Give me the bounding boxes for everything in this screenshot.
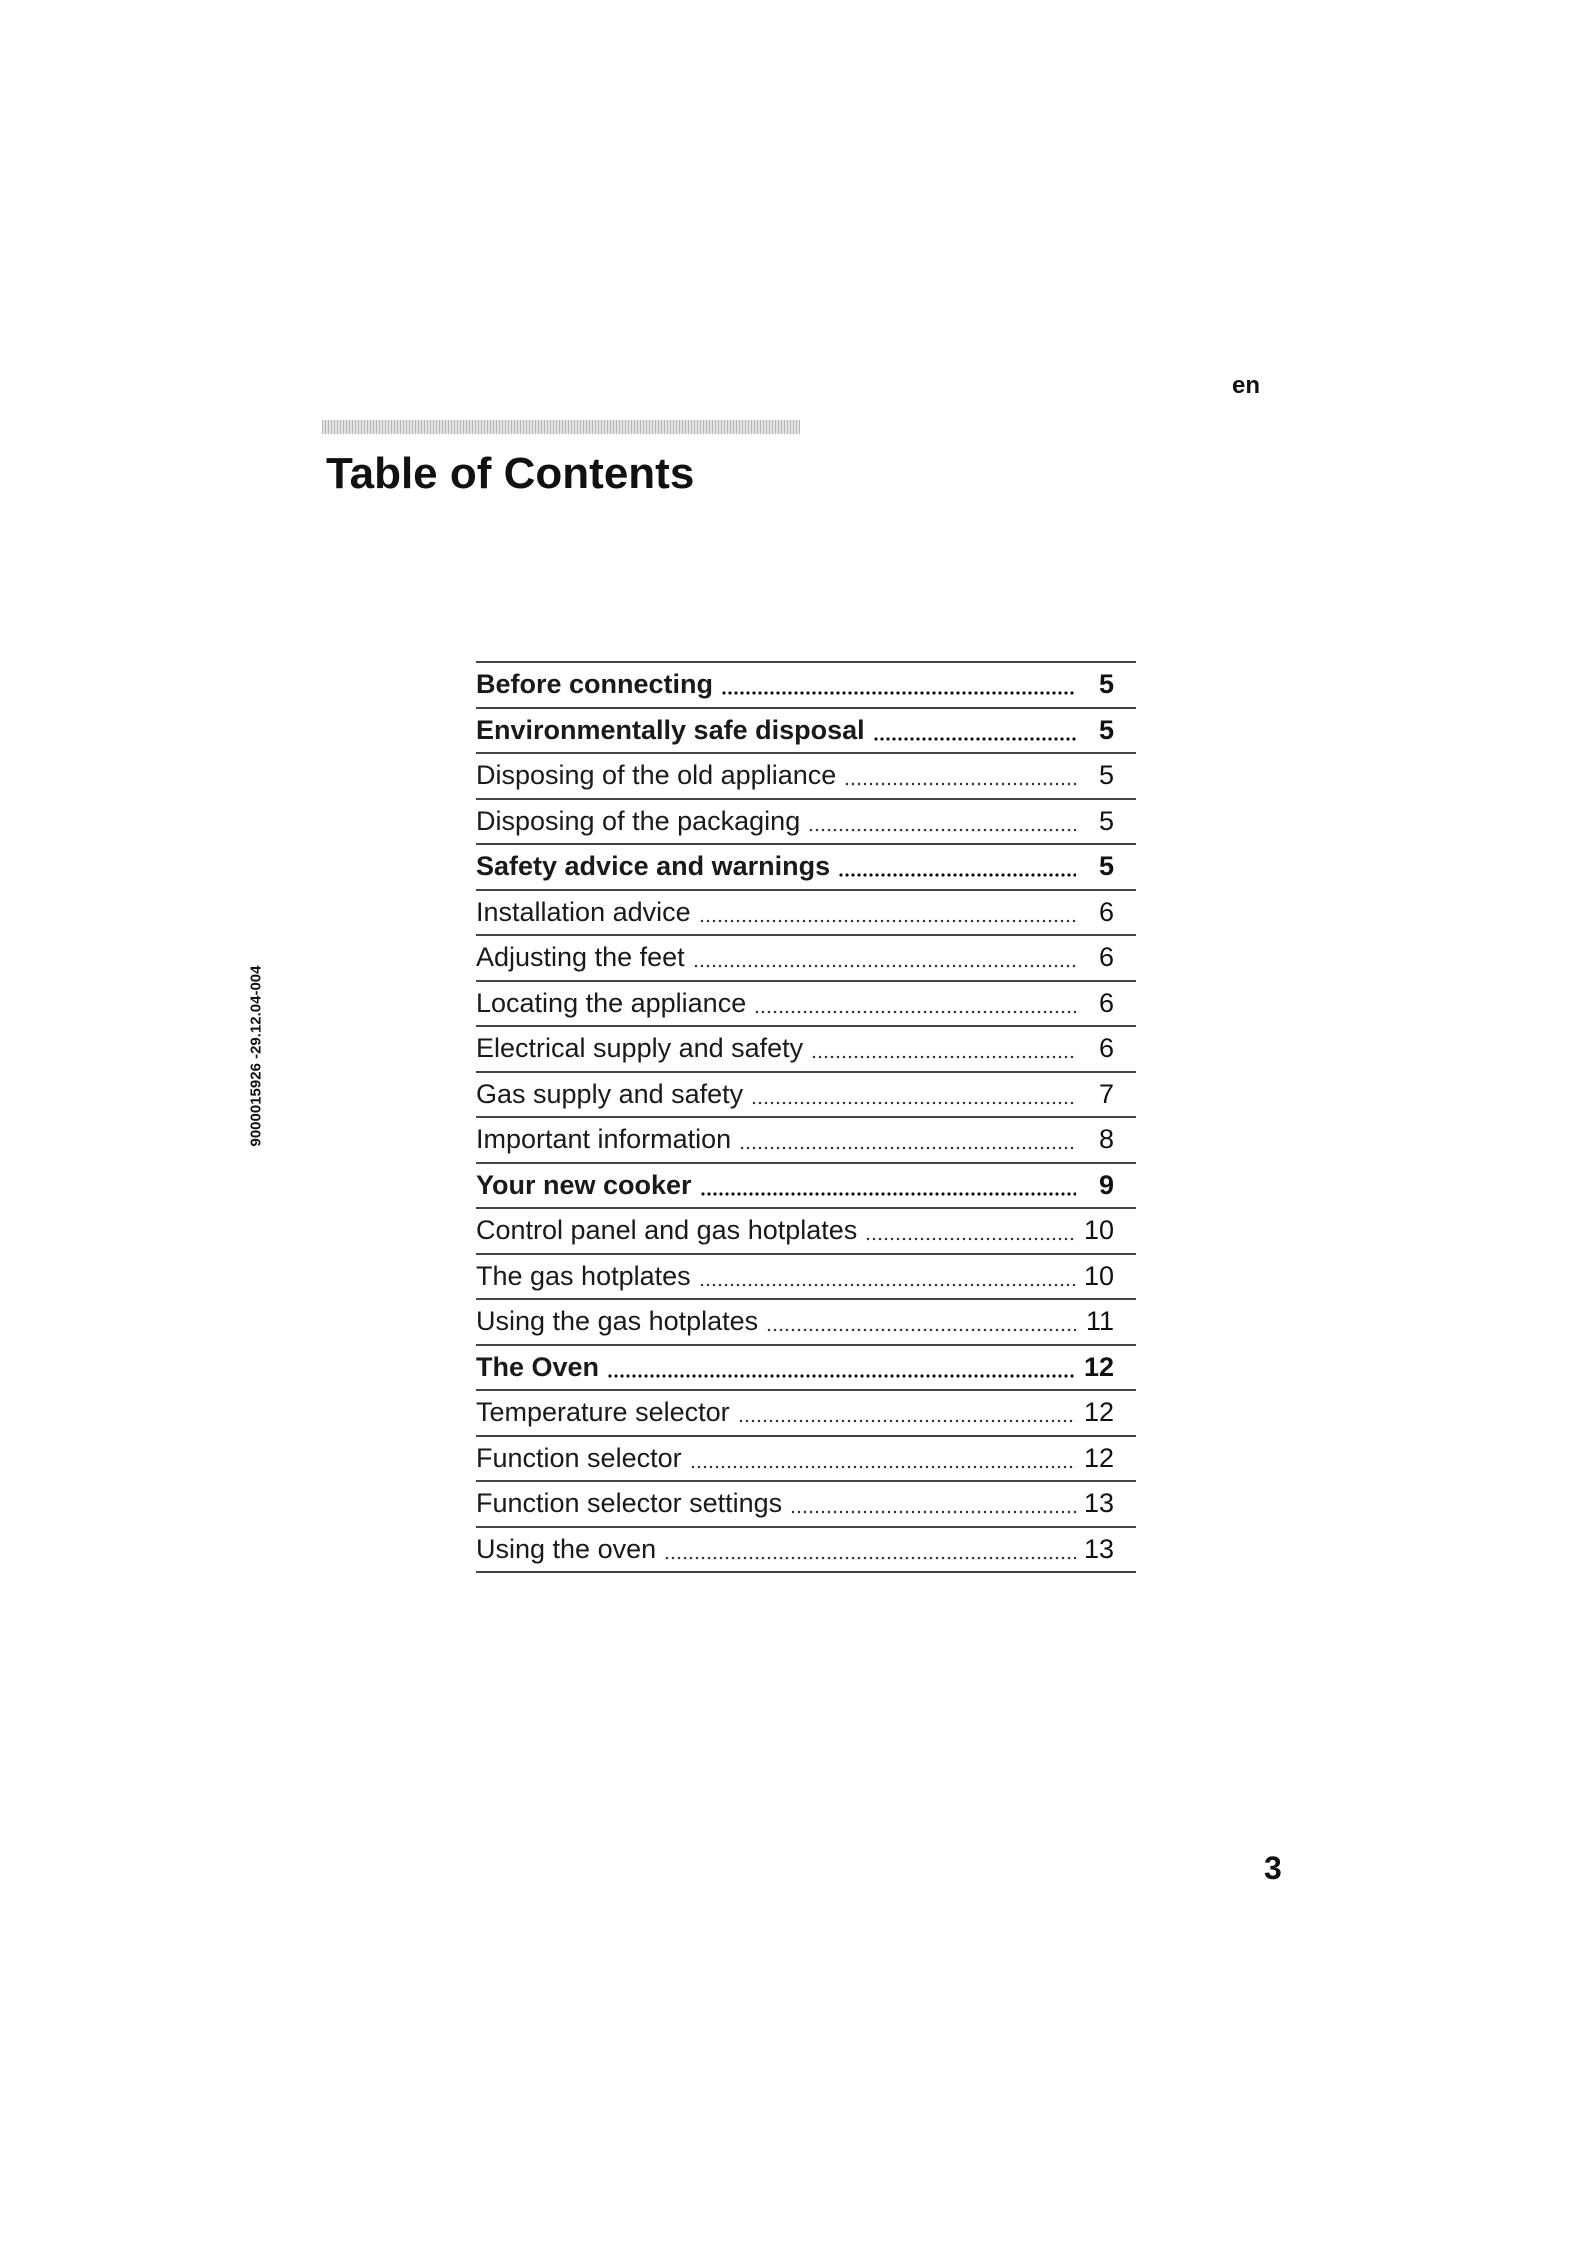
toc-dot-leader bbox=[751, 1081, 1076, 1108]
toc-entry-title: Disposing of the packaging bbox=[476, 805, 801, 836]
toc-entry-page: 9 bbox=[1098, 1169, 1114, 1200]
toc-entry-title: Using the gas hotplates bbox=[476, 1306, 759, 1337]
language-code: en bbox=[1232, 372, 1261, 399]
toc-dot-leader bbox=[838, 853, 1076, 880]
toc-entry[interactable] bbox=[476, 1073, 1136, 1119]
toc-entry-page: 7 bbox=[1098, 1078, 1114, 1109]
toc-entry[interactable] bbox=[476, 1118, 1136, 1164]
toc-entry-title: Temperature selector bbox=[476, 1397, 730, 1428]
table-of-contents bbox=[476, 661, 1136, 1573]
toc-entry-page: 6 bbox=[1098, 896, 1114, 927]
toc-entry-title: Function selector settings bbox=[476, 1488, 783, 1519]
toc-entry-page: 8 bbox=[1098, 1124, 1114, 1155]
toc-entry-page: 5 bbox=[1098, 669, 1114, 700]
toc-dot-leader bbox=[607, 1354, 1076, 1381]
toc-entry-page: 12 bbox=[1084, 1351, 1115, 1382]
toc-entry[interactable] bbox=[476, 1255, 1136, 1301]
toc-dot-leader bbox=[873, 717, 1076, 744]
toc-dot-leader bbox=[690, 1445, 1076, 1472]
toc-entry[interactable] bbox=[476, 1437, 1136, 1483]
toc-entry-title: The Oven bbox=[476, 1351, 600, 1382]
toc-entry-page: 5 bbox=[1098, 851, 1114, 882]
toc-entry[interactable] bbox=[476, 1300, 1136, 1346]
toc-entry-page: 13 bbox=[1084, 1488, 1115, 1519]
toc-entry-page: 6 bbox=[1098, 987, 1114, 1018]
toc-entry-title: Installation advice bbox=[476, 896, 691, 927]
toc-dot-leader bbox=[693, 944, 1076, 971]
page-number: 3 bbox=[1264, 1850, 1282, 1886]
toc-entry[interactable] bbox=[476, 1391, 1136, 1437]
toc-entry-page: 10 bbox=[1084, 1260, 1115, 1291]
header-shaded-bar bbox=[322, 420, 800, 434]
toc-entry-title: Control panel and gas hotplates bbox=[476, 1215, 858, 1246]
toc-entry-title: Disposing of the old appliance bbox=[476, 760, 837, 791]
toc-dot-leader bbox=[811, 1035, 1076, 1062]
toc-entry[interactable] bbox=[476, 1482, 1136, 1528]
toc-entry-title: Important information bbox=[476, 1124, 732, 1155]
toc-entry-title: Adjusting the feet bbox=[476, 942, 685, 973]
toc-entry[interactable] bbox=[476, 754, 1136, 800]
toc-entry-page: 11 bbox=[1085, 1306, 1114, 1337]
toc-entry-title: Locating the appliance bbox=[476, 987, 747, 1018]
toc-entry-page: 5 bbox=[1098, 805, 1114, 836]
toc-entry-page: 5 bbox=[1098, 760, 1114, 791]
toc-dot-leader bbox=[699, 899, 1076, 926]
toc-dot-leader bbox=[664, 1536, 1076, 1563]
toc-dot-leader bbox=[766, 1308, 1076, 1335]
toc-entry[interactable] bbox=[476, 1164, 1136, 1210]
toc-entry-title: The gas hotplates bbox=[476, 1260, 691, 1291]
toc-entry-title: Safety advice and warnings bbox=[476, 851, 831, 882]
toc-entry-title: Electrical supply and safety bbox=[476, 1033, 804, 1064]
toc-dot-leader bbox=[865, 1217, 1076, 1244]
document-code: 9000015926 -29.12.04-004 bbox=[247, 965, 265, 1147]
toc-entry-page: 10 bbox=[1084, 1215, 1115, 1246]
toc-entry-title: Gas supply and safety bbox=[476, 1078, 744, 1109]
toc-entry-page: 12 bbox=[1084, 1442, 1115, 1473]
toc-entry[interactable] bbox=[476, 936, 1136, 982]
toc-entry-title: Your new cooker bbox=[476, 1169, 692, 1200]
toc-entry[interactable] bbox=[476, 663, 1136, 709]
toc-entry-page: 13 bbox=[1084, 1533, 1115, 1564]
toc-entry[interactable] bbox=[476, 982, 1136, 1028]
toc-entry-title: Environmentally safe disposal bbox=[476, 714, 865, 745]
toc-entry[interactable] bbox=[476, 845, 1136, 891]
toc-entry[interactable] bbox=[476, 1528, 1136, 1574]
toc-dot-leader bbox=[721, 671, 1076, 698]
toc-dot-leader bbox=[808, 808, 1076, 835]
toc-entry-page: 6 bbox=[1098, 1033, 1114, 1064]
toc-entry[interactable] bbox=[476, 1209, 1136, 1255]
toc-entry-title: Using the oven bbox=[476, 1533, 657, 1564]
toc-entry-page: 5 bbox=[1098, 714, 1114, 745]
page-title: Table of Contents bbox=[326, 449, 695, 498]
toc-entry-page: 6 bbox=[1098, 942, 1114, 973]
toc-entry[interactable] bbox=[476, 800, 1136, 846]
toc-dot-leader bbox=[754, 990, 1076, 1017]
toc-entry[interactable] bbox=[476, 1346, 1136, 1392]
toc-entry-title: Function selector bbox=[476, 1442, 682, 1473]
toc-dot-leader bbox=[738, 1399, 1076, 1426]
toc-dot-leader bbox=[790, 1490, 1076, 1517]
toc-entry[interactable] bbox=[476, 709, 1136, 755]
toc-entry-page: 12 bbox=[1084, 1397, 1115, 1428]
toc-dot-leader bbox=[844, 762, 1076, 789]
toc-entry[interactable] bbox=[476, 891, 1136, 937]
toc-entry[interactable] bbox=[476, 1027, 1136, 1073]
toc-entry-title: Before connecting bbox=[476, 669, 714, 700]
toc-dot-leader bbox=[739, 1126, 1076, 1153]
toc-dot-leader bbox=[699, 1263, 1076, 1290]
toc-dot-leader bbox=[700, 1172, 1076, 1199]
